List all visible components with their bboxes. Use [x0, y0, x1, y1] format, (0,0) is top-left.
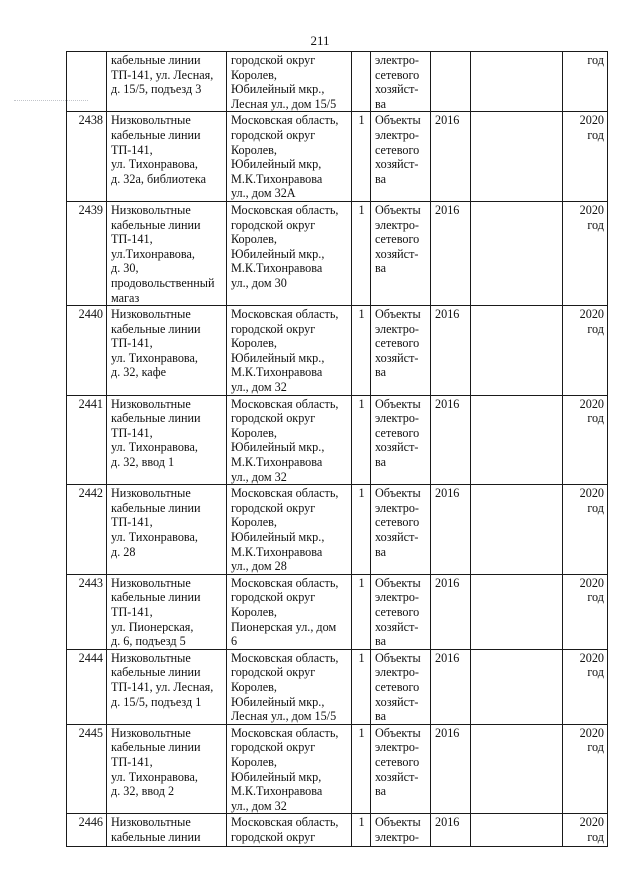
empty-cell — [471, 649, 563, 724]
empty-cell — [471, 201, 563, 305]
address-cell: Московская область, городской округ Королев, Юбилейный мкр, М.К.Тихонравова ул., дом 32А — [227, 112, 352, 202]
row-number-cell: 2446 — [67, 814, 107, 847]
address-cell: Московская область, городской округ Королев, Юбилейный мкр, М.К.Тихонравова ул., дом 32 — [227, 724, 352, 814]
year-cell: 2016 — [431, 724, 471, 814]
year-cell: 2016 — [431, 112, 471, 202]
year-cell: 2016 — [431, 395, 471, 485]
deadline-cell: 2020 год — [563, 485, 608, 575]
table-row — [67, 112, 608, 202]
empty-cell — [471, 814, 563, 847]
year-cell: 2016 — [431, 574, 471, 649]
empty-cell — [471, 724, 563, 814]
object-type-cell: Объекты электро- сетевого хозяйст- ва — [371, 112, 431, 202]
object-type-cell: Объекты электро- сетевого хозяйст- ва — [371, 574, 431, 649]
year-cell: 2016 — [431, 201, 471, 305]
quantity-cell — [352, 52, 371, 112]
row-number-cell: 2444 — [67, 649, 107, 724]
object-type-cell: электро- сетевого хозяйст- ва — [371, 52, 431, 112]
deadline-cell: 2020 год — [563, 649, 608, 724]
row-number-cell: 2442 — [67, 485, 107, 575]
object-name-cell: Низковольтные кабельные линии ТП-141, ул. Тихонравова, д. 32а, библиотека — [107, 112, 227, 202]
registry-table — [66, 51, 608, 847]
object-name-cell: Низковольтные кабельные линии ТП-141, ул. Тихонравова, д. 32, ввод 2 — [107, 724, 227, 814]
table-row — [67, 201, 608, 305]
row-number-cell: 2441 — [67, 395, 107, 485]
object-name-cell: Низковольтные кабельные линии — [107, 814, 227, 847]
quantity-cell: 1 — [352, 306, 371, 396]
row-number-cell: 2443 — [67, 574, 107, 649]
object-type-cell: Объекты электро- сетевого хозяйст- ва — [371, 649, 431, 724]
deadline-cell: 2020 год — [563, 201, 608, 305]
quantity-cell: 1 — [352, 112, 371, 202]
object-name-cell: Низковольтные кабельные линии ТП-141, ул. Лесная, д. 15/5, подъезд 1 — [107, 649, 227, 724]
object-type-cell: Объекты электро- сетевого хозяйст- ва — [371, 724, 431, 814]
page-number: 211 — [310, 33, 330, 48]
table-row — [67, 306, 608, 396]
deadline-cell: 2020 год — [563, 306, 608, 396]
address-cell: Московская область, городской округ Королев, Юбилейный мкр., М.К.Тихонравова ул., дом 28 — [227, 485, 352, 575]
address-cell: Московская область, городской округ Королев, Юбилейный мкр., М.К.Тихонравова ул., дом 32 — [227, 395, 352, 485]
quantity-cell: 1 — [352, 485, 371, 575]
table-row — [67, 649, 608, 724]
quantity-cell: 1 — [352, 724, 371, 814]
table-row — [67, 574, 608, 649]
table-row — [67, 814, 608, 847]
empty-cell — [471, 485, 563, 575]
deadline-cell: 2020 год — [563, 724, 608, 814]
quantity-cell: 1 — [352, 649, 371, 724]
object-name-cell: Низковольтные кабельные линии ТП-141, ул. Пионерская, д. 6, подъезд 5 — [107, 574, 227, 649]
empty-cell — [471, 574, 563, 649]
deadline-cell: 2020 год — [563, 814, 608, 847]
empty-cell — [471, 306, 563, 396]
deadline-cell: 2020 год — [563, 574, 608, 649]
row-number-cell: 2440 — [67, 306, 107, 396]
object-name-cell: Низковольтные кабельные линии ТП-141, ул. Тихонравова, д. 32, ввод 1 — [107, 395, 227, 485]
quantity-cell: 1 — [352, 201, 371, 305]
address-cell: Московская область, городской округ Королев, Юбилейный мкр., М.К.Тихонравова ул., дом 30 — [227, 201, 352, 305]
deadline-cell: 2020 год — [563, 112, 608, 202]
quantity-cell: 1 — [352, 814, 371, 847]
table-row — [67, 724, 608, 814]
quantity-cell: 1 — [352, 395, 371, 485]
object-name-cell: Низковольтные кабельные линии ТП-141, ул. Тихонравова, д. 28 — [107, 485, 227, 575]
object-type-cell: Объекты электро- сетевого хозяйст- ва — [371, 485, 431, 575]
object-type-cell: Объекты электро- сетевого хозяйст- ва — [371, 306, 431, 396]
table-row — [67, 395, 608, 485]
address-cell: Московская область, городской округ Королев, Юбилейный мкр., М.К.Тихонравова ул., дом 32 — [227, 306, 352, 396]
object-name-cell: Низковольтные кабельные линии ТП-141, ул. Тихонравова, д. 32, кафе — [107, 306, 227, 396]
quantity-cell: 1 — [352, 574, 371, 649]
year-cell: 2016 — [431, 814, 471, 847]
row-number-cell: 2438 — [67, 112, 107, 202]
year-cell: 2016 — [431, 649, 471, 724]
year-cell: 2016 — [431, 485, 471, 575]
table-row — [67, 485, 608, 575]
object-type-cell: Объекты электро- сетевого хозяйст- ва — [371, 395, 431, 485]
deadline-cell: 2020 год — [563, 395, 608, 485]
object-name-cell: Низковольтные кабельные линии ТП-141, ул.Тихонравова, д. 30, продовольственный магаз — [107, 201, 227, 305]
registry-rows — [67, 52, 608, 847]
address-cell: Московская область, городской округ Королев, Пионерская ул., дом 6 — [227, 574, 352, 649]
object-name-cell: кабельные линии ТП-141, ул. Лесная, д. 15/5, подъезд 3 — [107, 52, 227, 112]
table-row — [67, 52, 608, 112]
row-number-cell: 2445 — [67, 724, 107, 814]
address-cell: Московская область, городской округ Королев, Юбилейный мкр., Лесная ул., дом 15/5 — [227, 649, 352, 724]
object-type-cell: Объекты электро- — [371, 814, 431, 847]
year-cell: 2016 — [431, 306, 471, 396]
deadline-cell: год — [563, 52, 608, 112]
address-cell: Московская область, городской округ — [227, 814, 352, 847]
empty-cell — [471, 52, 563, 112]
empty-cell — [471, 112, 563, 202]
empty-cell — [471, 395, 563, 485]
object-type-cell: Объекты электро- сетевого хозяйст- ва — [371, 201, 431, 305]
address-cell: городской округ Королев, Юбилейный мкр., Лесная ул., дом 15/5 — [227, 52, 352, 112]
year-cell — [431, 52, 471, 112]
row-number-cell — [67, 52, 107, 112]
row-number-cell: 2439 — [67, 201, 107, 305]
